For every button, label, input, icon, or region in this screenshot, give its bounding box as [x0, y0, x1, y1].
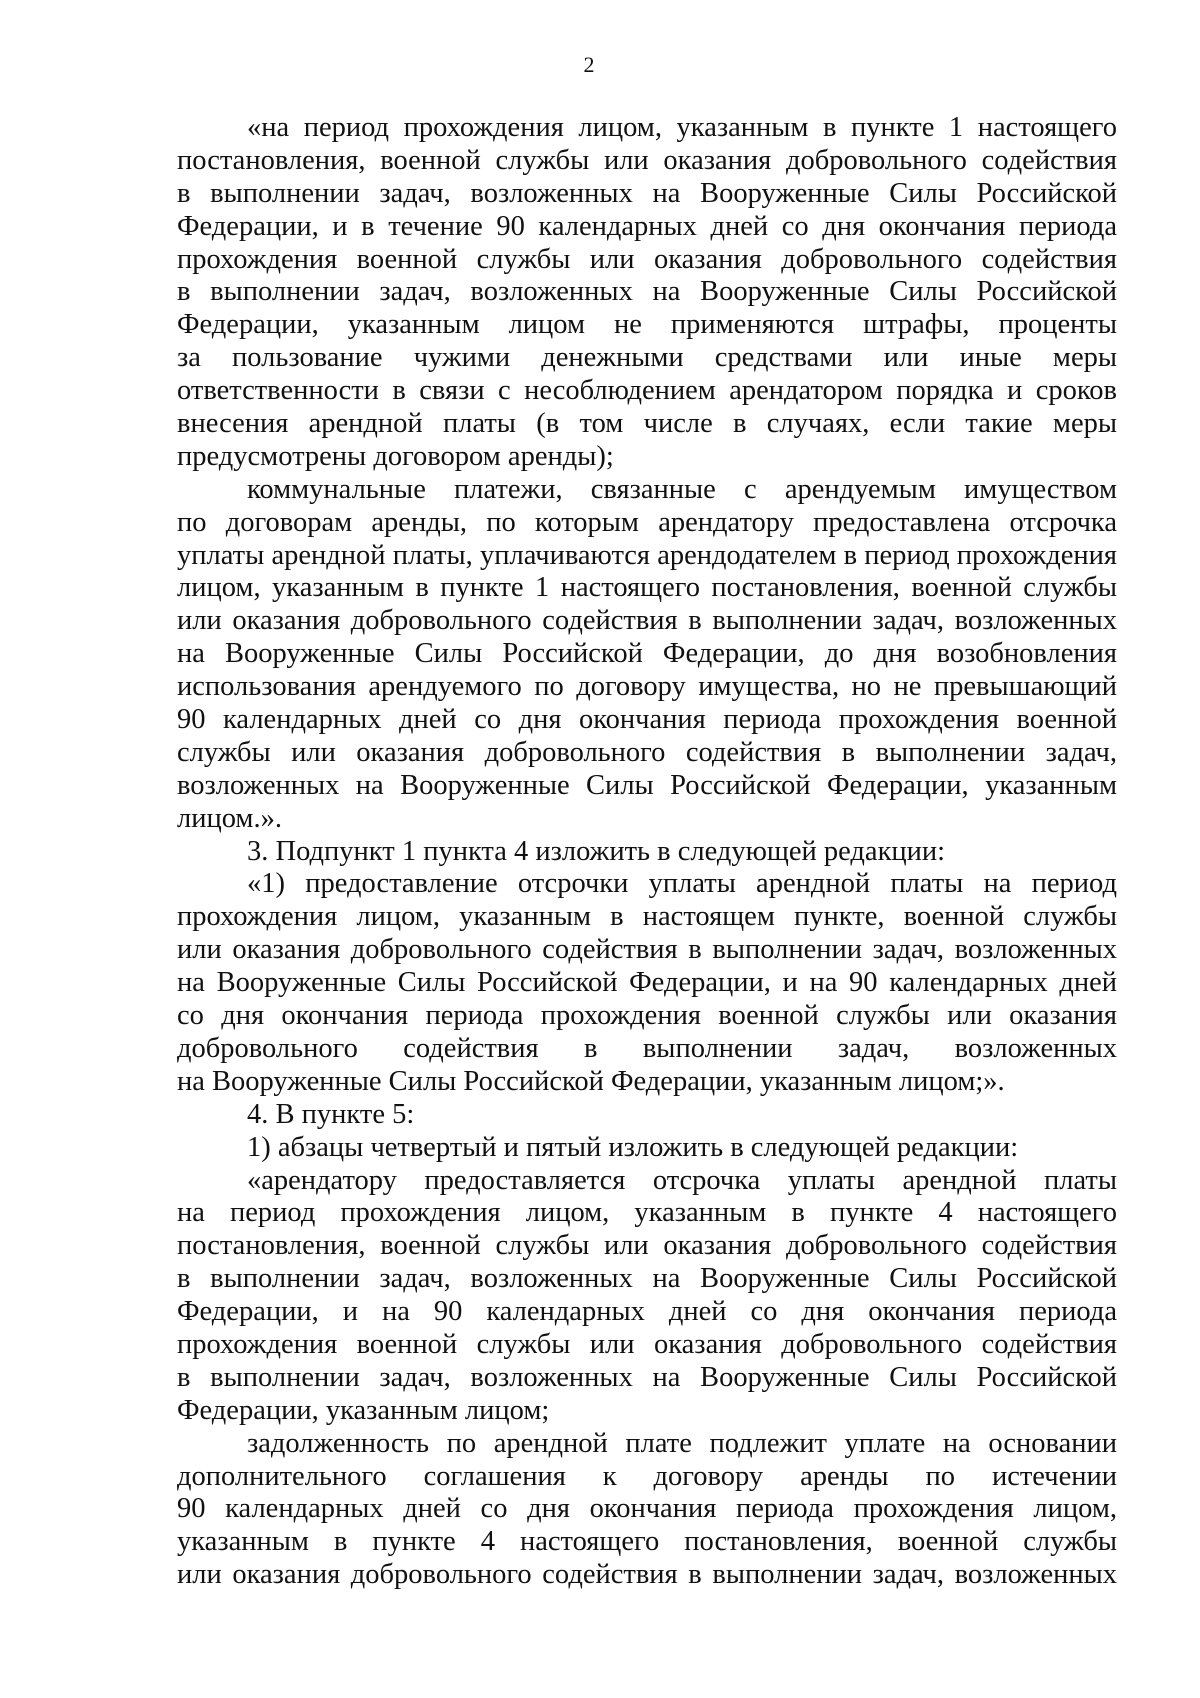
text-line: 90 календарных дней со дня окончания периода прохождения лицом,: [177, 1493, 1117, 1525]
text-line: Федерации, и на 90 календарных дней со дня окончания периода: [177, 1296, 1117, 1328]
text-line: дополнительного соглашения к договору аренды по истечении: [177, 1460, 1117, 1492]
text-line: службы или оказания добровольного содействия в выполнении задач,: [177, 736, 1117, 768]
text-line: внесения арендной платы (в том числе в случаях, если такие меры: [177, 408, 1117, 440]
text-line: постановления, военной службы или оказания добровольного содействия: [177, 144, 1117, 176]
text-line: в выполнении задач, возложенных на Вооруженные Силы Российской: [177, 1361, 1117, 1393]
text-line: на Вооруженные Силы Российской Федерации, до дня возобновления: [177, 638, 1117, 670]
document-body: [177, 112, 1117, 1592]
text-line: ответственности в связи с несоблюдением арендатором порядка и сроков: [177, 375, 1117, 407]
text-line: указанным в пункте 4 настоящего постановления, военной службы: [177, 1526, 1117, 1558]
text-line: 3. Подпункт 1 пункта 4 изложить в следующей редакции:: [247, 835, 946, 867]
text-line: использования арендуемого по договору имущества, но не превышающий: [177, 671, 1117, 703]
text-line: в выполнении задач, возложенных на Вооруженные Силы Российской: [177, 276, 1117, 308]
text-line: Федерации, указанным лицом не применяются штрафы, проценты: [177, 309, 1117, 341]
text-line: лицом.».: [177, 802, 282, 834]
text-line: прохождения лицом, указанным в настоящем пункте, военной службы: [177, 901, 1117, 933]
text-line: 1) абзацы четвертый и пятый изложить в следующей редакции:: [247, 1131, 1019, 1163]
text-line: прохождения военной службы или оказания добровольного содействия: [177, 1328, 1117, 1360]
text-line: возложенных на Вооруженные Силы Российской Федерации, указанным: [177, 769, 1117, 801]
text-line: или оказания добровольного содействия в выполнении задач, возложенных: [177, 605, 1117, 637]
text-line: предусмотрены договором аренды);: [177, 440, 614, 472]
text-line: 4. В пункте 5:: [247, 1098, 415, 1130]
text-line: «1) предоставление отсрочки уплаты арендной платы на период: [247, 868, 1117, 900]
text-line: Федерации, указанным лицом;: [177, 1394, 550, 1426]
text-line: в выполнении задач, возложенных на Вооруженные Силы Российской: [177, 1263, 1117, 1295]
text-line: по договорам аренды, по которым арендатору предоставлена отсрочка: [177, 506, 1117, 538]
text-line: на Вооруженные Силы Российской Федерации, указанным лицом;».: [177, 1065, 1005, 1097]
text-line: прохождения военной службы или оказания добровольного содействия: [177, 243, 1117, 275]
text-line: 90 календарных дней со дня окончания периода прохождения военной: [177, 704, 1117, 736]
text-line: лицом, указанным в пункте 1 настоящего постановления, военной службы: [177, 572, 1117, 604]
text-line: задолженность по арендной плате подлежит уплате на основании: [247, 1427, 1117, 1459]
text-line: или оказания добровольного содействия в выполнении задач, возложенных: [177, 934, 1117, 966]
text-line: за пользование чужими денежными средствами или иные меры: [177, 342, 1117, 374]
text-line: со дня окончания периода прохождения военной службы или оказания: [177, 1000, 1117, 1032]
text-line: на Вооруженные Силы Российской Федерации, и на 90 календарных дней: [177, 967, 1117, 999]
text-line: или оказания добровольного содействия в выполнении задач, возложенных: [177, 1559, 1117, 1591]
text-line: «арендатору предоставляется отсрочка уплаты арендной платы: [247, 1164, 1117, 1196]
text-line: добровольного содействия в выполнении задач, возложенных: [177, 1032, 1117, 1064]
text-line: «на период прохождения лицом, указанным в пункте 1 настоящего: [247, 112, 1117, 143]
text-line: коммунальные платежи, связанные с арендуемым имуществом: [247, 473, 1117, 505]
text-line: Федерации, и в течение 90 календарных дней со дня окончания периода: [177, 210, 1117, 242]
page-number: 2: [583, 52, 595, 77]
text-line: уплаты арендной платы, уплачиваются арендодателем в период прохождения: [177, 539, 1117, 571]
text-line: в выполнении задач, возложенных на Вооруженные Силы Российской: [177, 177, 1117, 209]
text-line: на период прохождения лицом, указанным в пункте 4 настоящего: [177, 1197, 1117, 1229]
text-line: постановления, военной службы или оказания добровольного содействия: [177, 1230, 1117, 1262]
